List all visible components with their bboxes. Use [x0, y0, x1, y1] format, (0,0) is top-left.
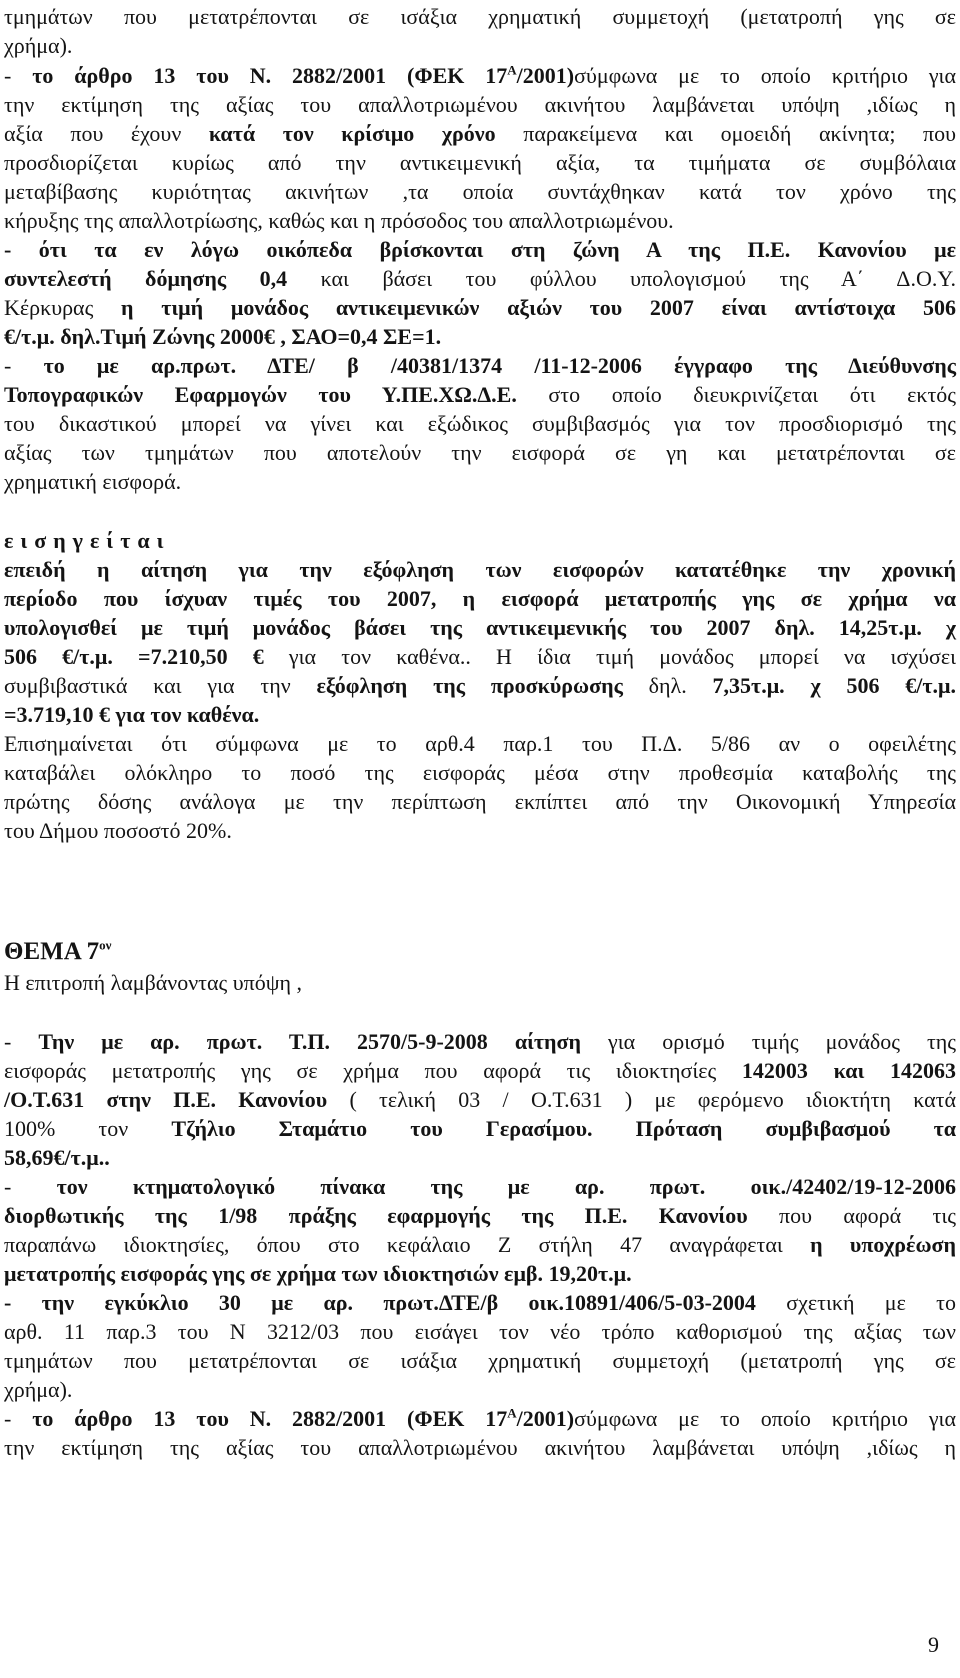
text-line: 100% τον Τζήλιο Σταμάτιο του Γερασίμου. Πρόταση συμβιβασμού τα — [4, 1116, 957, 1141]
text-line: περίοδο που ίσχυαν τιμές του 2007, η εισφορά μετατροπής γης σε χρήμα να — [4, 586, 956, 611]
text-line: Η επιτροπή λαμβάνοντας υπόψη , — [4, 970, 303, 995]
text-line: κήρυξης της απαλλοτρίωσης, καθώς και η πρόσοδος του απαλλοτριωμένου. — [4, 208, 674, 233]
text-line: - την εγκύκλιο 30 με αρ. πρωτ.ΔΤΕ/β οικ.10891/406/5-03-2004 σχετική με το — [4, 1290, 956, 1315]
text-line: διορθωτικής της 1/98 πράξης εφαρμογής της Π.Ε. Κανονίου που αφορά τις — [4, 1203, 956, 1228]
text-line: - το άρθρο 13 του Ν. 2882/2001 (ΦΕΚ $17^A/2001)\sigma ύ\mu\varphi\omega\nu\alpha$ με το οποίο κριτήριο για — [4, 1405, 956, 1431]
text-line: μετατροπής εισφοράς γης σε χρήμα των ιδιοκτησιών εμβ. 19,20τ.μ. — [4, 1261, 632, 1286]
section-heading: εισηγείται — [4, 528, 171, 553]
text-line: 506 €/τ.μ. =7.210,50 € για τον καθένα.. Η ίδια τιμή μονάδος μπορεί να ισχύσει — [4, 644, 956, 669]
text-line: την εκτίμηση της αξίας του απαλλοτριωμένου ακινήτου λαμβάνεται υπόψη ,ιδίως η — [4, 92, 956, 117]
topic-title: ΘΕΜΑ $7^{o\nu}$ — [4, 937, 112, 965]
text-line: χρηματική εισφορά. — [4, 469, 182, 494]
text-line: €/τ.μ. δηλ.Τιμή Ζώνης 2000€ , ΣΑΟ=0,4 ΣΕ=1. — [4, 324, 442, 349]
text-line: χρήμα). — [4, 33, 73, 58]
text-line: - το άρθρο 13 του Ν. 2882/2001 (ΦΕΚ $17^A/2001)\sigma ύ\mu\varphi\omega\nu\alpha$ με το οποίο κριτήριο για — [4, 62, 956, 88]
page-number: 9 — [928, 1632, 939, 1657]
text-line: 58,69€/τ.μ.. — [4, 1145, 110, 1170]
text-line: παραπάνω ιδιοκτησίες, όπου στο κεφάλαιο Ζ στήλη 47 αναγράφεται η υποχρέωση — [4, 1232, 956, 1257]
text-line: καταβάλει ολόκληρο το ποσό της εισφοράς μέσα στην προθεσμία καταβολής της — [4, 760, 956, 785]
text-line: χρήμα). — [4, 1377, 73, 1402]
text-line: Κέρκυρας η τιμή μονάδος αντικειμενικών αξιών του 2007 είναι αντίστοιχα 506 — [4, 295, 956, 320]
text-line: προσδιορίζεται κυρίως από την αντικειμενική αξία, τα τιμήματα σε συμβόλαια — [4, 150, 956, 175]
text-line: αξία που έχουν κατά τον κρίσιμο χρόνο παρακείμενα και ομοειδή ακίνητα; που — [4, 121, 956, 146]
text-line: αρθ. 11 παρ.3 του Ν 3212/03 που εισάγει τον νέο τρόπο καθορισμού της αξίας των — [4, 1319, 956, 1344]
text-line: - Την με αρ. πρωτ. Τ.Π. 2570/5-9-2008 αίτηση για ορισμό τιμής μονάδος της — [4, 1029, 957, 1054]
text-line: τμημάτων που μετατρέπονται σε ισάξια χρηματική συμμετοχή (μετατροπή γης σε — [4, 1348, 956, 1373]
text-line: συμβιβαστικά και για την εξόφληση της προσκύρωσης δηλ. 7,35τ.μ. χ 506 €/τ.μ. — [4, 673, 957, 698]
text-line: υπολογισθεί με τιμή μονάδος βάσει της αντικειμενικής του 2007 δηλ. 14,25τ.μ. χ — [4, 615, 956, 640]
text-line: Τοπογραφικών Εφαρμογών του Υ.ΠΕ.ΧΩ.Δ.Ε. στο οποίο διευκρινίζεται ότι εκτός — [4, 382, 956, 407]
text-line: - το με αρ.πρωτ. ΔΤΕ/ β /40381/1374 /11-12-2006 έγγραφο της Διεύθυνσης — [4, 353, 956, 378]
text-line: τμημάτων που μετατρέπονται σε ισάξια χρηματική συμμετοχή (μετατροπή γης σε — [4, 4, 956, 29]
text-line: επειδή η αίτηση για την εξόφληση των εισφορών κατατέθηκε την χρονική — [4, 557, 956, 582]
text-line: Επισημαίνεται ότι σύμφωνα με το αρθ.4 παρ.1 του Π.Δ. 5/86 αν ο οφειλέτης — [4, 731, 956, 756]
text-line: του Δήμου ποσοστό 20%. — [4, 818, 232, 843]
text-line: αξίας των τμημάτων που αποτελούν την εισφορά σε γη και μετατρέπονται σε — [4, 440, 956, 465]
text-line: πρώτης δόσης ανάλογα με την περίπτωση εκπίπτει από την Οικονομική Υπηρεσία — [4, 789, 956, 814]
text-line: /Ο.Τ.631 στην Π.Ε. Κανονίου ( τελική 03 / Ο.Τ.631 ) με φερόμενο ιδιοκτήτη κατά — [4, 1087, 957, 1112]
text-line: την εκτίμηση της αξίας του απαλλοτριωμένου ακινήτου λαμβάνεται υπόψη ,ιδίως η — [4, 1435, 956, 1460]
text-line: εισφοράς μετατροπής γης σε χρήμα που αφορά τις ιδιοκτησίες 142003 και 142063 — [4, 1058, 956, 1083]
text-line: - τον κτηματολογικό πίνακα της με αρ. πρωτ. οικ./42402/19-12-2006 — [4, 1174, 956, 1199]
text-line: του δικαστικού μπορεί να γίνει και εξώδικος συμβιβασμός για τον προσδιορισμό της — [4, 411, 956, 436]
text-line: - ότι τα εν λόγω οικόπεδα βρίσκονται στη ζώνη Α της Π.Ε. Κανονίου με — [4, 237, 956, 262]
text-line: =3.719,10 € για τον καθένα. — [4, 702, 260, 727]
text-line: μεταβίβασης κυριότητας ακινήτων ,τα οποία συντάχθηκαν κατά τον χρόνο της — [4, 179, 956, 204]
text-line: συντελεστή δόμησης 0,4 και βάσει του φύλλου υπολογισμού της Α΄ Δ.Ο.Υ. — [4, 266, 956, 291]
